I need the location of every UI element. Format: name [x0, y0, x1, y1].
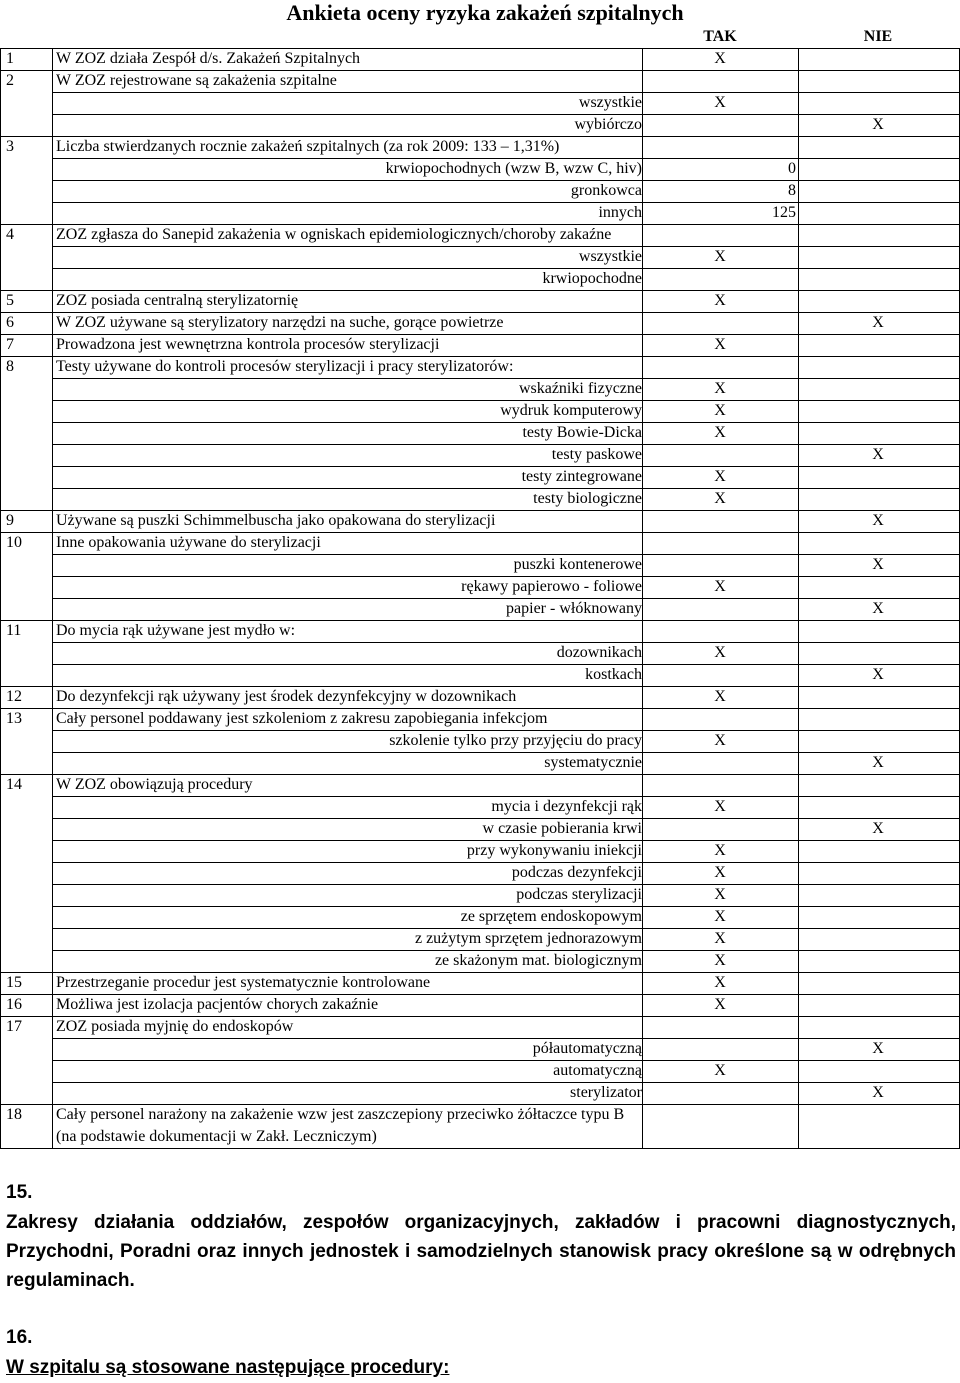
table-subrow — [0, 642, 960, 664]
table-subrow — [0, 400, 960, 422]
cell-yes: X — [714, 94, 726, 111]
row-number: 1 — [6, 50, 14, 67]
cell-no: X — [872, 820, 884, 837]
table-subrow — [0, 488, 960, 510]
row-text: z zużytym sprzętem jednorazowym — [414, 930, 642, 947]
row-text: wszystkie — [578, 248, 642, 265]
row-number: 13 — [6, 710, 22, 727]
table-subrow — [0, 180, 960, 202]
document-footer — [6, 1178, 956, 1383]
row-number: 12 — [6, 688, 22, 705]
row-text: wybiórczo — [574, 116, 642, 133]
row-number: 11 — [6, 622, 22, 639]
cell-yes: X — [714, 908, 726, 925]
cell-yes: 8 — [788, 182, 796, 199]
cell-yes: 125 — [772, 204, 796, 221]
row-text: puszki kontenerowe — [513, 556, 642, 573]
table-row — [0, 224, 960, 246]
table-subrow — [0, 752, 960, 774]
cell-yes: X — [714, 336, 726, 353]
table-subrow — [0, 1038, 960, 1060]
cell-no: X — [872, 666, 884, 683]
row-text: gronkowca — [570, 182, 642, 199]
row-text: ZOZ posiada centralną sterylizatornię — [56, 292, 299, 309]
table-subrow — [0, 796, 960, 818]
table-subrow — [0, 730, 960, 752]
table-row — [0, 48, 960, 70]
row-text: wszystkie — [578, 94, 642, 111]
table-subrow — [0, 158, 960, 180]
row-text: Cały personel narażony na zakażenie wzw jest zaszczepiony przeciwko żółtaczce typu B (na podstawie dokumentacji w Zakł. Leczniczym) — [56, 1106, 625, 1145]
table-row — [0, 334, 960, 356]
section-15-number: 15. — [6, 1182, 33, 1203]
table-subrow — [0, 862, 960, 884]
table-subrow — [0, 884, 960, 906]
table-subrow — [0, 928, 960, 950]
row-text: ZOZ posiada myjnię do endoskopów — [56, 1018, 294, 1035]
table-row — [0, 312, 960, 334]
row-text: Inne opakowania używane do sterylizacji — [56, 534, 321, 551]
table-subrow — [0, 114, 960, 136]
table-subrow — [0, 576, 960, 598]
cell-yes: X — [714, 996, 726, 1013]
row-text: Liczba stwierdzanych rocznie zakażeń szpitalnych (za rok 2009: 133 – 1,31%) — [56, 138, 560, 155]
table-row — [0, 136, 960, 158]
row-number: 14 — [6, 776, 22, 793]
cell-no: X — [872, 1084, 884, 1101]
row-text: Prowadzona jest wewnętrzna kontrola procesów sterylizacji — [56, 336, 440, 353]
table-row — [0, 774, 960, 796]
table-row — [0, 994, 960, 1016]
section-16-number: 16. — [6, 1327, 33, 1348]
row-number: 18 — [6, 1106, 22, 1123]
cell-yes: X — [714, 490, 726, 507]
row-text: szkolenie tylko przy przyjęciu do pracy — [389, 732, 642, 749]
section-15-text: Zakresy działania oddziałów, zespołów organizacyjnych, zakładów i pracowni diagnostycznych, Przychodni, Poradni oraz innych jednostek i samodzielnych stanowisk pracy określone są w odrębnych regulaminach. — [6, 1212, 956, 1291]
cell-no: X — [872, 116, 884, 133]
row-text: Przestrzeganie procedur jest systematycznie kontrolowane — [56, 974, 431, 991]
row-text: testy paskowe — [551, 446, 642, 463]
row-text: podczas sterylizacji — [516, 886, 642, 903]
survey-table — [0, 26, 960, 1148]
cell-yes: X — [714, 50, 726, 67]
cell-no: X — [872, 600, 884, 617]
row-text: automatyczną — [553, 1062, 642, 1079]
row-text: Do mycia rąk używane jest mydło w: — [56, 622, 296, 639]
row-number: 7 — [6, 336, 14, 353]
table-row — [0, 708, 960, 730]
table-subrow — [0, 202, 960, 224]
table-subrow — [0, 466, 960, 488]
column-header-yes: TAK — [703, 28, 737, 45]
row-text: papier - włóknowany — [506, 600, 642, 617]
row-text: W ZOZ działa Zespół d/s. Zakażeń Szpitalnych — [56, 50, 361, 67]
row-text: krwiopochodnych (wzw B, wzw C, hiv) — [385, 160, 642, 177]
row-text: ZOZ zgłasza do Sanepid zakażenia w ogniskach epidemiologicznych/choroby zakaźne — [56, 226, 612, 243]
row-number: 16 — [6, 996, 22, 1013]
cell-no: X — [872, 446, 884, 463]
row-text: sterylizator — [570, 1084, 642, 1101]
cell-yes: X — [714, 578, 726, 595]
cell-no: X — [872, 754, 884, 771]
table-subrow — [0, 268, 960, 290]
table-subrow — [0, 840, 960, 862]
table-subrow — [0, 664, 960, 686]
cell-yes: X — [714, 468, 726, 485]
row-text: W ZOZ rejestrowane są zakażenia szpitalne — [56, 72, 337, 89]
table-row — [0, 532, 960, 554]
row-text: Możliwa jest izolacja pacjentów chorych zakaźnie — [56, 996, 379, 1013]
cell-yes: X — [714, 974, 726, 991]
row-text: testy Bowie-Dicka — [522, 424, 642, 441]
row-text: półautomatyczną — [532, 1040, 642, 1057]
row-text: kostkach — [585, 666, 642, 683]
table-subrow — [0, 906, 960, 928]
table-row — [0, 686, 960, 708]
column-header-no: NIE — [863, 28, 893, 45]
row-number: 5 — [6, 292, 14, 309]
table-subrow — [0, 246, 960, 268]
row-text: wydruk komputerowy — [500, 402, 642, 419]
section-16-heading: W szpitalu są stosowane następujące procedury: — [6, 1357, 450, 1378]
table-row — [0, 510, 960, 532]
cell-yes: X — [714, 688, 726, 705]
row-number: 2 — [6, 72, 14, 89]
row-text: krwiopochodne — [542, 270, 642, 287]
row-number: 6 — [6, 314, 14, 331]
row-text: testy biologiczne — [533, 490, 642, 507]
row-number: 3 — [6, 138, 14, 155]
table-subrow — [0, 1082, 960, 1104]
cell-yes: X — [714, 644, 726, 661]
table-subrow — [0, 378, 960, 400]
row-number: 8 — [6, 358, 14, 375]
row-text: W ZOZ obowiązują procedury — [56, 776, 253, 793]
row-text: innych — [598, 204, 642, 221]
row-text: testy zintegrowane — [521, 468, 642, 485]
row-text: ze skażonym mat. biologicznym — [434, 952, 642, 969]
table-header-row — [0, 26, 960, 48]
table-subrow — [0, 598, 960, 620]
table-subrow — [0, 92, 960, 114]
table-subrow — [0, 950, 960, 972]
row-number: 15 — [6, 974, 22, 991]
row-text: ze sprzętem endoskopowym — [460, 908, 642, 925]
cell-yes: X — [714, 798, 726, 815]
cell-yes: X — [714, 732, 726, 749]
table-subrow — [0, 818, 960, 840]
cell-yes: X — [714, 248, 726, 265]
row-text: w czasie pobierania krwi — [482, 820, 642, 837]
table-row — [0, 290, 960, 312]
cell-yes: 0 — [788, 160, 796, 177]
table-subrow — [0, 444, 960, 466]
row-text: W ZOZ używane są sterylizatory narzędzi na suche, gorące powietrze — [56, 314, 504, 331]
table-row — [0, 1016, 960, 1038]
cell-no: X — [872, 1040, 884, 1057]
row-text: Do dezynfekcji rąk używany jest środek dezynfekcyjny w dozownikach — [56, 688, 517, 705]
table-row — [0, 972, 960, 994]
table-subrow — [0, 422, 960, 444]
row-text: systematycznie — [544, 754, 642, 771]
row-text: Używane są puszki Schimmelbuscha jako opakowana do sterylizacji — [56, 512, 496, 529]
cell-yes: X — [714, 402, 726, 419]
cell-no: X — [872, 512, 884, 529]
row-text: Cały personel poddawany jest szkoleniom z zakresu zapobiegania infekcjom — [56, 710, 548, 727]
cell-no: X — [872, 314, 884, 331]
row-number: 9 — [6, 512, 14, 529]
row-text: wskaźniki fizyczne — [518, 380, 642, 397]
row-number: 10 — [6, 534, 22, 551]
table-subrow — [0, 1060, 960, 1082]
row-text: mycia i dezynfekcji rąk — [491, 798, 642, 815]
table-row — [0, 70, 960, 92]
cell-yes: X — [714, 842, 726, 859]
row-number: 4 — [6, 226, 14, 243]
table-subrow — [0, 554, 960, 576]
row-text: podczas dezynfekcji — [511, 864, 642, 881]
cell-yes: X — [714, 930, 726, 947]
cell-yes: X — [714, 424, 726, 441]
page-title: Ankieta oceny ryzyka zakażeń szpitalnych — [286, 0, 684, 25]
table-row — [0, 1104, 960, 1148]
row-text: rękawy papierowo - foliowe — [461, 578, 642, 595]
cell-yes: X — [714, 952, 726, 969]
cell-yes: X — [714, 864, 726, 881]
cell-no: X — [872, 556, 884, 573]
cell-yes: X — [714, 1062, 726, 1079]
table-row — [0, 356, 960, 378]
cell-yes: X — [714, 380, 726, 397]
cell-yes: X — [714, 292, 726, 309]
table-row — [0, 620, 960, 642]
cell-yes: X — [714, 886, 726, 903]
row-text: przy wykonywaniu iniekcji — [466, 842, 642, 859]
row-text: dozownikach — [556, 644, 642, 661]
row-text: Testy używane do kontroli procesów sterylizacji i pracy sterylizatorów: — [56, 358, 514, 375]
row-number: 17 — [6, 1018, 22, 1035]
